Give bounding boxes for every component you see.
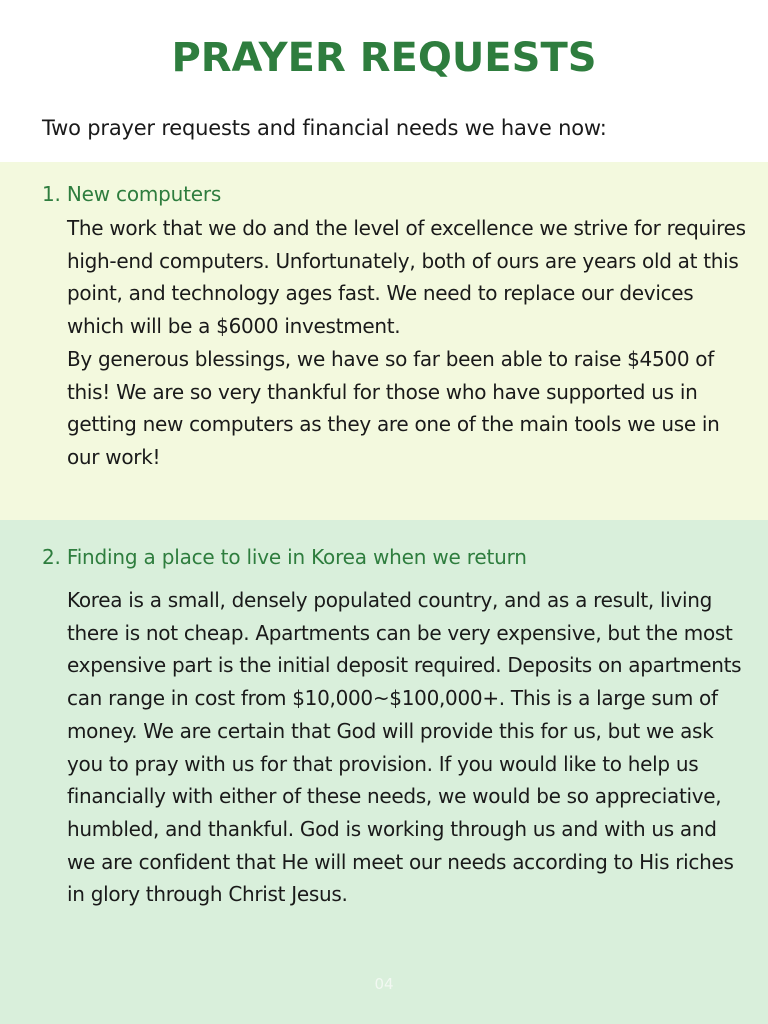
request-body-computers <box>67 212 747 474</box>
page-number: 04 <box>374 975 394 993</box>
request-body-housing <box>67 584 747 911</box>
intro-text: Two prayer requests and financial needs we have now: <box>42 116 607 140</box>
request-heading-computers: 1. New computers <box>42 182 222 206</box>
request-section-computers <box>0 162 768 520</box>
request-paragraph: By generous blessings, we have so far been able to raise $4500 of this! We are so very thankful for those who have supported us in getting new computers as they are one of the main tools we use in our work! <box>67 346 720 469</box>
request-section-housing <box>0 520 768 1024</box>
request-paragraph: The work that we do and the level of excellence we strive for requires high-end computers. Unfortunately, both of ours are years old at this point, and technology ages fast. We need to replace our devices which will be a $6000 investment. <box>67 216 746 339</box>
request-heading-housing: 2. Finding a place to live in Korea when we return <box>42 545 527 569</box>
request-paragraph: Korea is a small, densely populated country, and as a result, living there is not cheap. Apartments can be very expensive, but the most expensive part is the initial deposit required. Deposits on apartments can range in cost from $10,000~$100,000+. This is a large sum of money. We are certain that God will provide this for us, but we ask you to pray with us for that provision. If you would like to help us financially with either of these needs, we would be so appreciative, humbled, and thankful. God is working through us and with us and we are confident that He will meet our needs according to His riches in glory through Christ Jesus. <box>67 588 742 907</box>
page-title: PRAYER REQUESTS <box>171 35 597 81</box>
